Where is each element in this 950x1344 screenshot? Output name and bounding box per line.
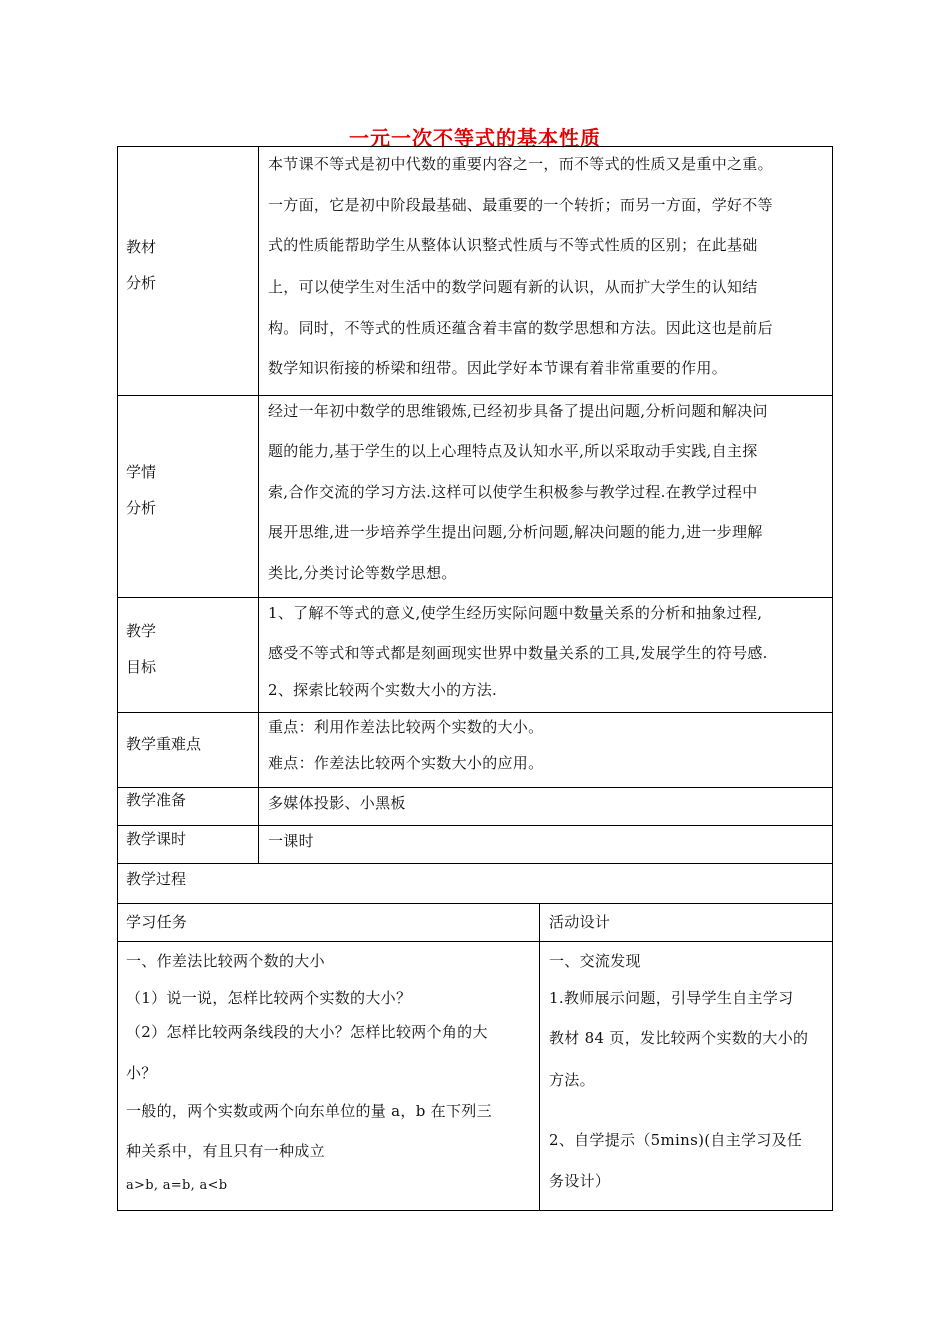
xueqing-line: 题的能力,基于学生的以上心理特点及认知水平,所以采取动手实践,自主探: [268, 442, 758, 460]
zhunbei-value: 多媒体投影、小黑板: [268, 794, 406, 812]
row-label-zhunbei: 教学准备: [126, 791, 187, 809]
process-right-line: 1.教师展示问题，引导学生自主学习: [549, 989, 794, 1007]
xueqing-line: 经过一年初中数学的思维锻炼,已经初步具备了提出问题,分析问题和解决问: [268, 402, 768, 420]
mubiao-line: 1、了解不等式的意义,使学生经历实际问题中数量关系的分析和抽象过程,: [268, 604, 763, 622]
process-right-line: 方法。: [549, 1071, 595, 1089]
row-divider: [117, 941, 833, 942]
process-right-line: 一、交流发现: [549, 952, 641, 970]
process-left-line: 种关系中，有且只有一种成立: [126, 1142, 325, 1160]
keshi-value: 一课时: [268, 832, 314, 850]
zhongnan-line: 重点：利用作差法比较两个实数的大小。: [268, 718, 544, 736]
row-divider: [117, 787, 833, 788]
jiaocai-line: 本节课不等式是初中代数的重要内容之一，而不等式的性质又是重中之重。: [268, 155, 773, 173]
process-left-line: 小？: [126, 1064, 157, 1082]
process-header-right: 活动设计: [549, 913, 611, 931]
process-right-line: 务设计）: [549, 1172, 611, 1190]
row-label-jiaocai-1: 教材: [126, 238, 157, 256]
process-left-line: 一、作差法比较两个数的大小: [126, 952, 325, 970]
row-label-mubiao-1: 教学: [126, 622, 157, 640]
zhongnan-line: 难点：作差法比较两个实数大小的应用。: [268, 754, 544, 772]
jiaocai-line: 一方面，它是初中阶段最基础、最重要的一个转折；而另一方面，学好不等: [268, 196, 773, 214]
jiaocai-line: 上，可以使学生对生活中的数学问题有新的认识，从而扩大学生的认知结: [268, 278, 758, 296]
row-label-xueqing-1: 学情: [126, 463, 157, 481]
jiaocai-line: 构。同时，不等式的性质还蕴含着丰富的数学思想和方法。因此这也是前后: [268, 319, 773, 337]
process-header-left: 学习任务: [126, 913, 188, 931]
process-left-line: a>b, a=b, a<b: [126, 1178, 228, 1193]
xueqing-line: 索,合作交流的学习方法.这样可以使学生积极参与教学过程.在教学过程中: [268, 483, 758, 501]
row-label-xueqing-2: 分析: [126, 499, 157, 517]
process-column-divider: [539, 903, 540, 1211]
row-label-jiaocai-2: 分析: [126, 274, 157, 292]
xueqing-line: 类比,分类讨论等数学思想。: [268, 564, 457, 582]
xueqing-line: 展开思维,进一步培养学生提出问题,分析问题,解决问题的能力,进一步理解: [268, 523, 763, 541]
label-column-divider: [258, 146, 259, 863]
row-divider: [117, 903, 833, 904]
row-divider: [117, 395, 833, 396]
row-divider: [117, 863, 833, 864]
mubiao-line: 2、探索比较两个实数大小的方法.: [268, 681, 498, 699]
process-left-line: （1）说一说，怎样比较两个实数的大小？: [126, 989, 412, 1007]
row-label-mubiao-2: 目标: [126, 658, 157, 676]
row-divider: [117, 825, 833, 826]
row-divider: [117, 597, 833, 598]
row-divider: [117, 712, 833, 713]
document-title: 一元一次不等式的基本性质: [349, 126, 601, 150]
row-label-keshi: 教学课时: [126, 830, 187, 848]
jiaocai-line: 数学知识衔接的桥梁和纽带。因此学好本节课有着非常重要的作用。: [268, 359, 728, 377]
row-label-zhongnan: 教学重难点: [126, 735, 202, 753]
row-label-guocheng: 教学过程: [126, 870, 187, 888]
process-right-line: 2、自学提示（5mins)(自主学习及任: [549, 1131, 803, 1149]
mubiao-line: 感受不等式和等式都是刻画现实世界中数量关系的工具,发展学生的符号感.: [268, 644, 768, 662]
jiaocai-line: 式的性质能帮助学生从整体认识整式性质与不等式性质的区别；在此基础: [268, 236, 758, 254]
process-left-line: 一般的，两个实数或两个向东单位的量 a，b 在下列三: [126, 1102, 492, 1120]
process-right-line: 教材 84 页，发比较两个实数的大小的: [549, 1029, 809, 1047]
process-left-line: （2）怎样比较两条线段的大小？怎样比较两个角的大: [126, 1023, 488, 1041]
